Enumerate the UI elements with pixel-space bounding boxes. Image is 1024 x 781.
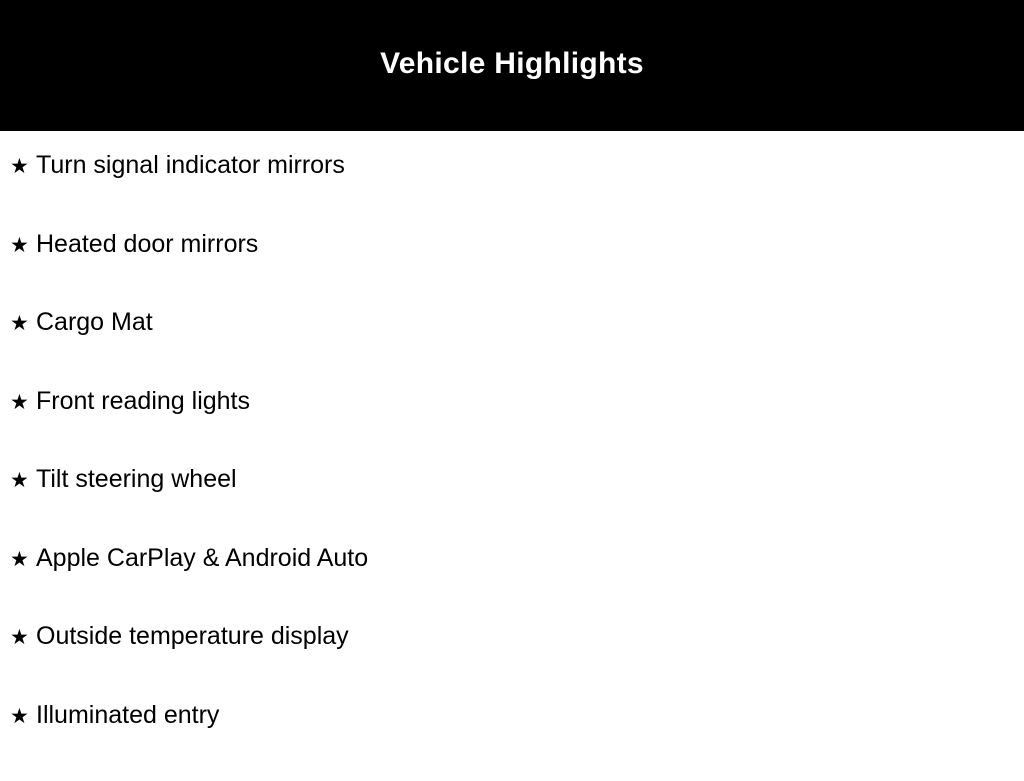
star-icon: ★ [10,706,36,727]
page-title: Vehicle Highlights [380,47,644,85]
star-icon: ★ [10,235,36,256]
list-item-label: Turn signal indicator mirrors [36,153,345,178]
list-item [0,153,1024,232]
page-header [0,0,1024,131]
star-icon: ★ [10,392,36,413]
list-item [0,624,1024,703]
list-item [0,703,1024,781]
list-item-label: Heated door mirrors [36,232,258,257]
list-item [0,232,1024,311]
list-item [0,310,1024,389]
vehicle-highlights-list [0,131,1024,781]
star-icon: ★ [10,549,36,570]
list-item [0,546,1024,625]
list-item [0,389,1024,468]
list-item-label: Apple CarPlay & Android Auto [36,546,368,571]
star-icon: ★ [10,156,36,177]
list-item-label: Outside temperature display [36,624,349,649]
star-icon: ★ [10,470,36,491]
list-item-label: Tilt steering wheel [36,467,237,492]
star-icon: ★ [10,627,36,648]
list-item [0,467,1024,546]
list-item-label: Cargo Mat [36,310,153,335]
list-item-label: Front reading lights [36,389,250,414]
star-icon: ★ [10,313,36,334]
list-item-label: Illuminated entry [36,703,219,728]
